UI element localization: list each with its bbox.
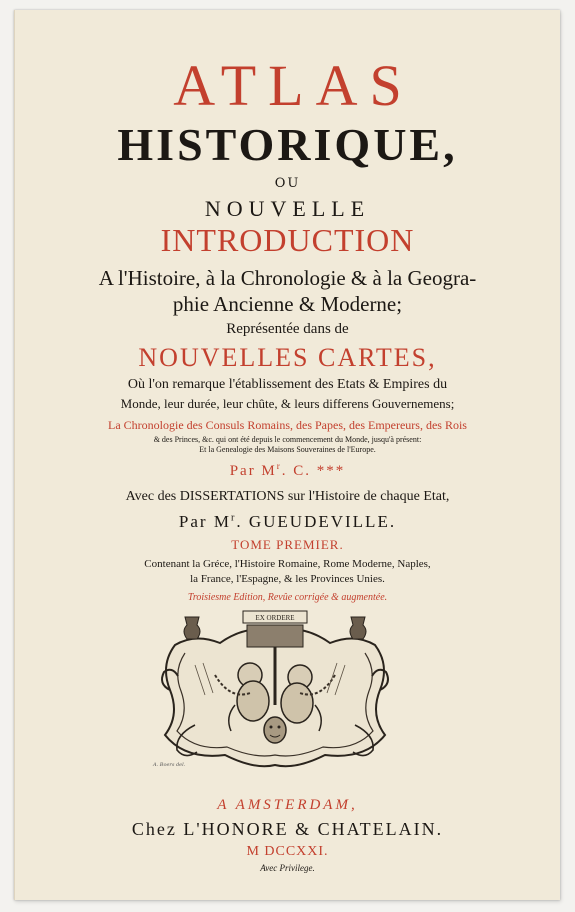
gueudeville-suffix: . GUEUDEVILLE. — [236, 512, 397, 531]
subtitle-line-1: A l'Histoire, à la Chronologie & à la Geogra- — [98, 266, 477, 290]
genealogy-line: Et la Genealogie des Maisons Souveraines de l'Europe. — [199, 445, 376, 454]
represented-line: Représentée dans de — [226, 321, 349, 337]
ornament-banner-text: EX ORDERE — [255, 614, 295, 622]
edition-line: Troisiesme Edition, Revûe corrigée & augmentée. — [187, 592, 388, 603]
gueudeville-sup: r — [230, 512, 237, 524]
title-atlas: ATLAS — [173, 53, 414, 118]
description-line-2: Monde, leur durée, leur chûte, & leurs differens Gouvernemens; — [120, 396, 455, 411]
title-ou: OU — [274, 176, 301, 191]
title-nouvelles-cartes: NOUVELLES CARTES, — [138, 343, 437, 372]
gueudeville-prefix: Par M — [178, 512, 231, 531]
author-line — [15, 461, 560, 480]
imprint-publisher: Chez L'HONORE & CHATELAIN. — [131, 819, 444, 839]
ornament-artist-signature: A. Boers del. — [153, 762, 186, 768]
subtitle-line-2: phie Ancienne & Moderne; — [172, 292, 403, 316]
author-sup: r — [276, 461, 282, 471]
title-historique: HISTORIQUE, — [117, 119, 458, 170]
imprint-privilege: Avec Privilege. — [260, 863, 315, 873]
contents-line-2: la France, l'Espagne, & les Provinces Unies. — [190, 573, 385, 585]
author-prefix: Par M — [229, 463, 277, 479]
title-introduction: INTRODUCTION — [160, 222, 415, 258]
tome-premier: TOME PREMIER. — [231, 537, 344, 552]
contents-line-1: Contenant la Gréce, l'Histoire Romaine, Rome Moderne, Naples, — [144, 558, 431, 570]
imprint-year: M DCCXXI. — [246, 844, 329, 859]
gueudeville-line — [15, 512, 560, 532]
engraved-ornament — [155, 605, 395, 775]
dissertations-line: Avec des DISSERTATIONS sur l'Histoire de chaque Etat, — [125, 489, 450, 504]
imprint-city: A AMSTERDAM, — [217, 797, 358, 813]
princes-line: & des Princes, &c. qui ont été depuis le commencement du Monde, jusqu'à présent: — [153, 435, 422, 444]
title-nouvelle: NOUVELLE — [204, 196, 371, 221]
description-line-1: Où l'on remarque l'établissement des Etats & Empires du — [127, 377, 448, 392]
author-suffix: . C. *** — [281, 463, 346, 479]
chronology-line: La Chronologie des Consuls Romains, des Papes, des Empereurs, des Rois — [108, 418, 467, 432]
title-page — [14, 10, 560, 900]
